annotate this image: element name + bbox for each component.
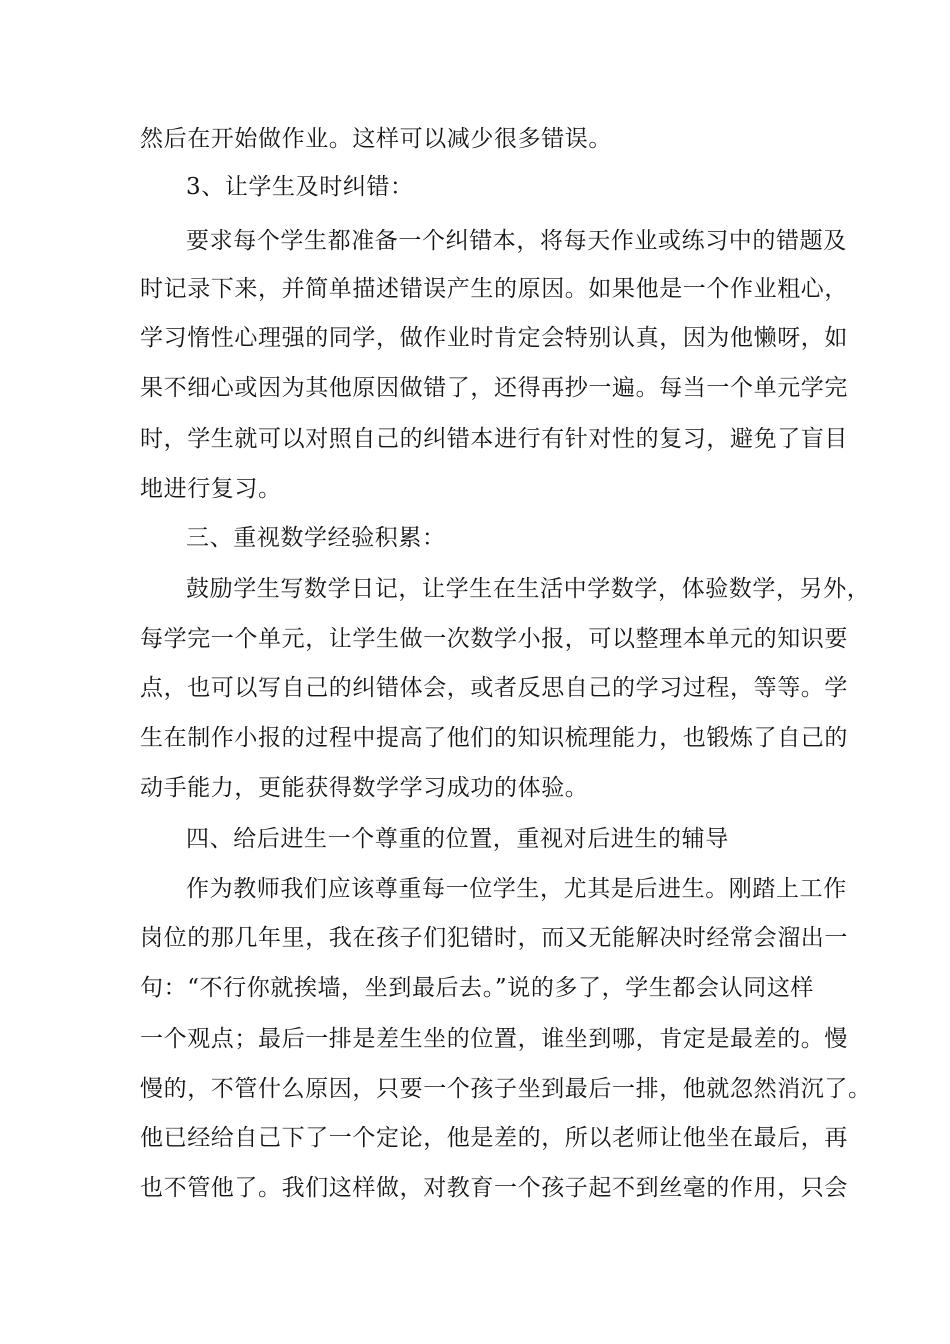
text-line: 也不管他了。我们这样做，对教育一个孩子起不到丝毫的作用，只会 <box>140 1175 848 1201</box>
text-line: 学习惰性心理强的同学，做作业时肯定会特别认真，因为他懒呀，如 <box>140 325 848 351</box>
text-line: 动手能力，更能获得数学学习成功的体验。 <box>140 775 589 801</box>
text-line: 他已经给自己下了一个定论，他是差的，所以老师让他坐在最后，再 <box>140 1125 848 1151</box>
section-heading: 四、给后进生一个尊重的位置，重视对后进生的辅导 <box>186 826 729 852</box>
text-line: 作为教师我们应该尊重每一位学生，尤其是后进生。刚踏上工作 <box>186 876 847 902</box>
text-line: 地进行复习。 <box>140 476 282 502</box>
text-line: 生在制作小报的过程中提高了他们的知识梳理能力，也锻炼了自己的 <box>140 725 848 751</box>
text-line: 每学完一个单元，让学生做一次数学小报，可以整理本单元的知识要 <box>140 626 848 652</box>
text-line: 要求每个学生都准备一个纠错本，将每天作业或练习中的错题及 <box>186 228 847 254</box>
text-line: 句：“不行你就挨墙，坐到最后去。”说的多了，学生都会认同这样 <box>140 975 815 1001</box>
text-line: 时记录下来，并简单描述错误产生的原因。如果他是一个作业粗心， <box>140 276 848 302</box>
text-line: 果不细心或因为其他原因做错了，还得再抄一遍。每当一个单元学完 <box>140 375 848 401</box>
text-line: 鼓励学生写数学日记，让学生在生活中学数学，体验数学，另外， <box>186 576 871 602</box>
text-line: 点，也可以写自己的纠错体会，或者反思自己的学习过程，等等。学 <box>140 675 848 701</box>
text-line: 时，学生就可以对照自己的纠错本进行有针对性的复习，避免了盲目 <box>140 426 848 452</box>
section-heading: 三、重视数学经验积累： <box>186 525 446 551</box>
text-line: 岗位的那几年里，我在孩子们犯错时，而又无能解决时经常会溜出一 <box>140 925 848 951</box>
text-line: 然后在开始做作业。这样可以减少很多错误。 <box>140 126 612 152</box>
text-line: 慢的，不管什么原因，只要一个孩子坐到最后一排，他就忽然消沉了。 <box>140 1076 872 1102</box>
subheading: 3、让学生及时纠错： <box>186 174 414 200</box>
text-line: 一个观点；最后一排是差生坐的位置，谁坐到哪，肯定是最差的。慢 <box>140 1026 848 1052</box>
